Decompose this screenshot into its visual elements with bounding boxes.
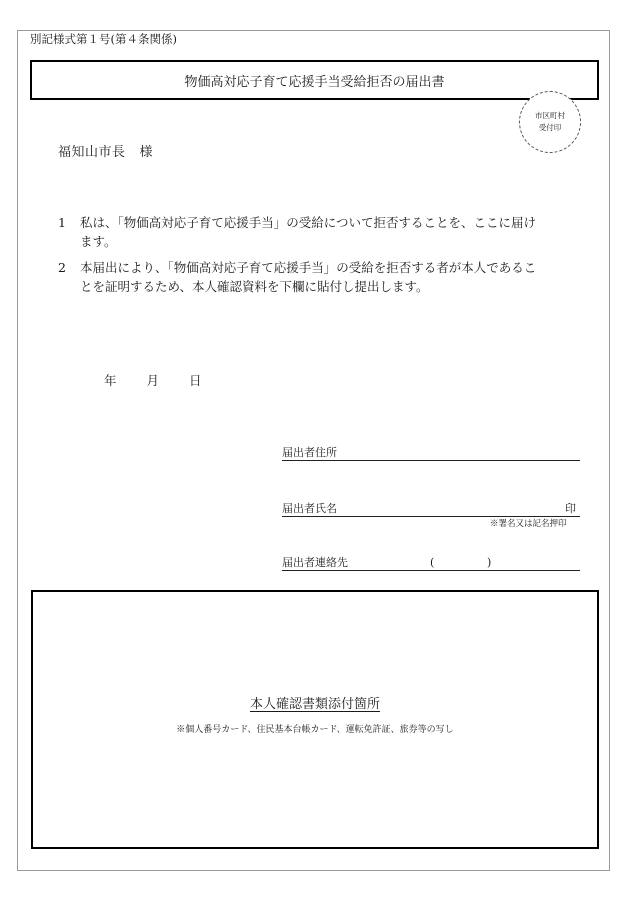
clause-text-line1: 私は、「物価高対応子育て応援手当」の受給について拒否することを、ここに届け — [80, 215, 537, 230]
clause-number: 2 — [58, 260, 66, 275]
date-month: 月 — [146, 373, 160, 388]
stamp-label-line1: 市区町村 — [535, 111, 565, 120]
address-field[interactable] — [282, 446, 580, 461]
document-title-box — [30, 60, 599, 100]
signature-note: ※署名又は記名押印 — [490, 519, 567, 529]
seal-mark: 印 — [565, 502, 576, 515]
clause-text-line1: 本届出により、「物価高対応子育て応援手当」の受給を拒否する者が本人であるこ — [80, 260, 537, 275]
name-label: 届出者氏名 — [282, 502, 337, 515]
date-day: 日 — [189, 373, 202, 388]
name-field[interactable] — [282, 502, 580, 517]
date-year: 年 — [104, 373, 117, 388]
reception-stamp-area — [519, 91, 581, 153]
clause-text-line2: ます。 — [80, 234, 117, 249]
attachment-title-text: 本人確認書類添付箇所 — [249, 697, 380, 712]
addressee-name: 福知山市長 — [58, 145, 126, 160]
clause-1 — [58, 213, 568, 251]
contact-label: 届出者連絡先 — [282, 556, 348, 569]
attachment-title — [33, 693, 597, 712]
contact-paren-open: ( — [430, 556, 435, 569]
stamp-label-line2: 受付印 — [538, 123, 562, 132]
clause-number: 1 — [58, 215, 66, 230]
attachment-note: ※個人番号カード、住民基本台帳カード、運転免許証、旅券等の写し — [176, 725, 454, 735]
addressee — [58, 141, 153, 160]
id-document-attachment-area — [31, 590, 599, 849]
clause-text-line2: とを証明するため、本人確認資料を下欄に貼付し提出します。 — [80, 279, 429, 294]
document-title: 物価高対応子育て応援手当受給拒否の届出書 — [184, 74, 445, 90]
address-label: 届出者住所 — [282, 446, 337, 459]
form-number: 別記様式第１号(第４条関係) — [30, 32, 177, 46]
addressee-honorific: 様 — [139, 145, 154, 160]
date-line — [104, 371, 202, 389]
contact-paren-close: ) — [487, 556, 492, 569]
contact-field[interactable] — [282, 556, 580, 571]
clause-2 — [58, 258, 568, 296]
